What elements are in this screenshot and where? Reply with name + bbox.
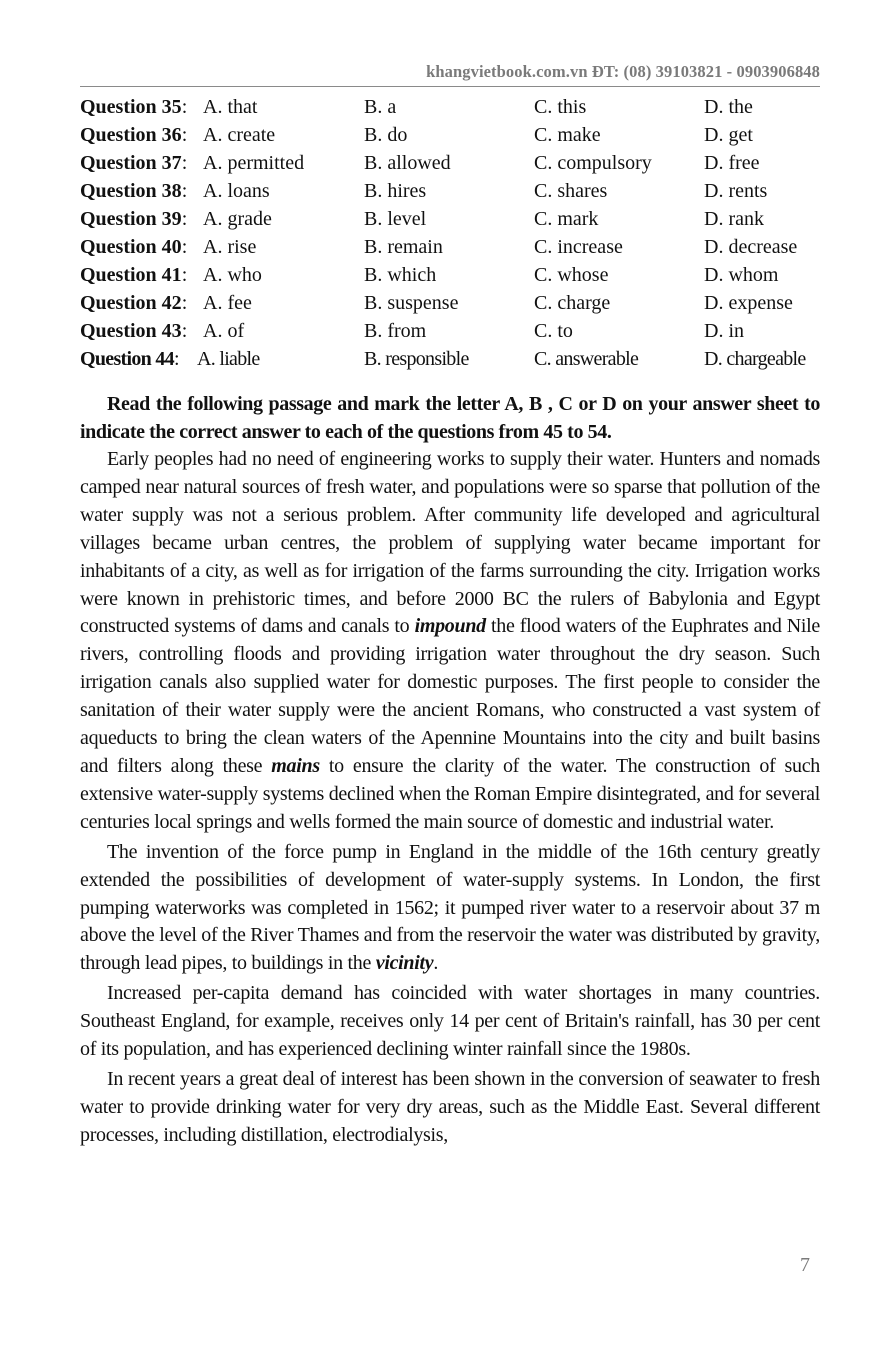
question-row-38: Question 38: A. loans B. hires C. shares D. rents — [80, 177, 820, 205]
option-b: B. a — [364, 96, 397, 118]
question-row-42: Question 42: A. fee B. suspense C. charge D. expense — [80, 289, 820, 317]
question-label: Question 40 — [80, 236, 182, 258]
option-d: D. expense — [704, 292, 793, 314]
question-label: Question 38 — [80, 180, 182, 202]
option-d: D. the — [704, 96, 753, 118]
option-b: B. do — [364, 124, 408, 146]
option-d: D. in — [704, 320, 744, 342]
option-b: B. from — [364, 320, 427, 342]
question-row-44: Question 44: A. liable B. responsible C. answerable D. chargeable — [80, 345, 820, 373]
option-c: C. answerable — [534, 348, 639, 370]
question-options-list — [80, 93, 820, 373]
option-c: C. compulsory — [534, 152, 652, 174]
option-c: C. to — [534, 320, 573, 342]
passage-paragraph-3: Increased per-capita demand has coincided with water shortages in many countries. Southeast England, for example, receives only 14 per cent of Britain's rainfall, has 30 per cent of its population, and has experienced declining winter rainfall since the 1980s. — [80, 982, 820, 1061]
question-label: Question 36 — [80, 124, 182, 146]
question-label: Question 44 — [80, 348, 174, 370]
question-row-37: Question 37: A. permitted B. allowed C. compulsory D. free — [80, 149, 820, 177]
option-a: A. liable — [197, 348, 260, 370]
option-a: A. of — [203, 320, 245, 342]
question-row-39: Question 39: A. grade B. level C. mark D. rank — [80, 205, 820, 233]
reading-instruction: Read the following passage and mark the letter A, B , C or D on your answer sheet to indicate the correct answer to each of the questions from 45 to 54. — [80, 393, 820, 443]
highlighted-word-mains: mains — [271, 754, 320, 777]
option-b: B. which — [364, 264, 437, 286]
option-d: D. chargeable — [704, 348, 806, 370]
option-b: B. responsible — [364, 348, 469, 370]
option-d: D. rank — [704, 208, 764, 230]
question-label: Question 35 — [80, 96, 182, 118]
passage-paragraph-1: Early peoples had no need of engineering works to supply their water. Hunters and nomads camped near natural sources of fresh water, and populations were so sparse that pollution of the water supply was not a serious problem. After community life developed and agricultural villages became urban centres, the problem of supplying water became important for inhabitants of a city, as well as for irrigation of the farms surrounding the city. Irrigation works were known in prehistoric times, and before 2000 BC the rulers of Babylonia and Egypt constructed systems of dams and canals to impound the flood waters of the Euphrates and Nile rivers, controlling floods and providing irrigation water throughout the dry season. Such irrigation canals also supplied water for domestic purposes. The first people to consider the sanitation of their water supply were the ancient Romans, who constructed a vast system of aqueducts to bring the clean waters of the Apennine Mountains into the city and built basins and filters along these mains to ensure the clarity of the water. The construction of such extensive water-supply systems declined when the Roman Empire disintegrated, and for several centuries local springs and wells formed the main source of domestic and industrial water. — [80, 448, 821, 833]
passage-paragraph-2: The invention of the force pump in England in the middle of the 16th century greatly extended the possibilities of development of water-supply systems. In London, the first pumping waterworks was completed in 1562; it pumped river water to a reservoir about 37 m above the level of the River Thames and from the reservoir the water was distributed by gravity, through lead pipes, to buildings in the vicinity. — [80, 840, 820, 975]
option-c: C. charge — [534, 292, 611, 314]
option-a: A. permitted — [203, 152, 305, 174]
option-c: C. shares — [534, 180, 608, 202]
option-a: A. fee — [203, 292, 252, 314]
question-label: Question 37 — [80, 152, 182, 174]
option-d: D. whom — [704, 264, 779, 286]
question-label: Question 43 — [80, 320, 182, 342]
publisher-contact: khangvietbook.com.vn ĐT: (08) 39103821 - 0903906848 — [426, 62, 820, 81]
option-c: C. whose — [534, 264, 609, 286]
question-label: Question 41 — [80, 264, 182, 286]
option-d: D. rents — [704, 180, 768, 202]
question-row-41: Question 41: A. who B. which C. whose D. whom — [80, 261, 820, 289]
option-c: C. increase — [534, 236, 623, 258]
option-a: A. who — [203, 264, 262, 286]
option-d: D. free — [704, 152, 760, 174]
option-a: A. that — [203, 96, 258, 118]
highlighted-word-impound: impound — [414, 615, 486, 638]
option-b: B. allowed — [364, 152, 451, 174]
option-b: B. level — [364, 208, 427, 230]
question-row-36: Question 36: A. create B. do C. make D. get — [80, 121, 820, 149]
passage-paragraph-4: In recent years a great deal of interest has been shown in the conversion of seawater to fresh water to provide drinking water for very dry areas, such as the Middle East. Several different processes, including distillation, electrodialysis, — [80, 1067, 820, 1146]
question-row-35: Question 35: A. that B. a C. this D. the — [80, 93, 820, 121]
highlighted-word-vicinity: vicinity — [375, 952, 434, 975]
option-b: B. hires — [364, 180, 427, 202]
question-label: Question 42 — [80, 292, 182, 314]
option-c: C. mark — [534, 208, 599, 230]
question-row-40: Question 40: A. rise B. remain C. increase D. decrease — [80, 233, 820, 261]
page-number: 7 — [800, 1254, 810, 1276]
reading-passage — [80, 446, 820, 1152]
question-label: Question 39 — [80, 208, 182, 230]
option-b: B. suspense — [364, 292, 459, 314]
option-d: D. get — [704, 124, 753, 146]
option-a: A. grade — [203, 208, 272, 230]
option-c: C. this — [534, 96, 587, 118]
option-c: C. make — [534, 124, 601, 146]
page-header — [80, 62, 820, 87]
option-a: A. create — [203, 124, 276, 146]
option-d: D. decrease — [704, 236, 798, 258]
question-row-43: Question 43: A. of B. from C. to D. in — [80, 317, 820, 345]
option-b: B. remain — [364, 236, 443, 258]
option-a: A. rise — [203, 236, 257, 258]
option-a: A. loans — [203, 180, 270, 202]
